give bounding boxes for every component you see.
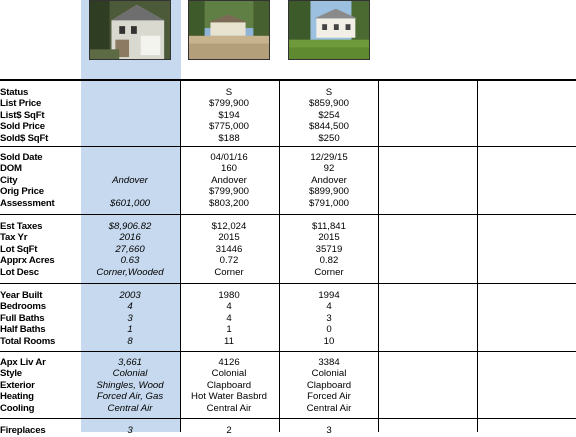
subject-value-cell: 3: [127, 425, 133, 436]
subject-value-cell: 0.63: [120, 255, 140, 267]
row-label: Heating: [0, 391, 34, 403]
row-label: DOM: [0, 163, 22, 175]
comp-2-house-photo: [288, 0, 370, 60]
row-label: Tax Yr: [0, 232, 28, 244]
comp-2-value-cell: 2015: [318, 232, 340, 244]
comp-1-house-photo: [188, 0, 270, 60]
row-label: Orig Price: [0, 186, 44, 198]
row-label: City: [0, 174, 18, 186]
comp-2-value-cell: 3384: [318, 357, 340, 368]
subject-value-cell: Central Air: [107, 402, 153, 414]
comp-1-value-cell: Clapboard: [206, 379, 252, 391]
comp-1-value-cell: 11: [224, 335, 234, 347]
comp-2-value-cell: Clapboard: [306, 379, 352, 391]
comp-2-value-cell: $844,500: [308, 121, 349, 133]
comp-1-value-cell: 4: [226, 301, 232, 313]
comp-2-value-cell: Central Air: [306, 402, 352, 414]
comp-2-value-cell: $791,000: [308, 197, 349, 209]
row-label: Sold Date: [0, 152, 43, 163]
comp-1-value-cell: $803,200: [208, 197, 249, 209]
row-label: Apx Liv Ar: [0, 357, 46, 368]
comp-2-value-cell: 0.82: [319, 255, 339, 267]
comp-1-value-cell: $799,900: [208, 98, 249, 110]
comp-1-value-cell: 31446: [215, 243, 243, 255]
comp-2-value-cell: 0: [326, 324, 332, 336]
subject-value-cell: $8,906.82: [108, 221, 152, 232]
subject-value-cell: Corner,Wooded: [96, 266, 164, 278]
comp-1-value-cell: 2015: [218, 232, 240, 244]
row-label: Full Baths: [0, 312, 45, 324]
comp-1-value-cell: 160: [220, 163, 237, 175]
group-separator: [0, 351, 576, 352]
comp-1-value-cell: Colonial: [211, 368, 247, 380]
comp-2-value-cell: 12/29/15: [310, 152, 348, 163]
comp-2-value-cell: 10: [323, 335, 335, 347]
comp-2-value-cell: $254: [318, 109, 340, 121]
row-label: Lot Desc: [0, 266, 39, 278]
subject-value-cell: 2016: [119, 232, 141, 244]
comp-1-value-cell: 4126: [218, 357, 240, 368]
comp-1-value-cell: 2: [226, 425, 232, 436]
row-label: Half Baths: [0, 324, 46, 336]
group-separator: [0, 283, 576, 284]
row-label: List$ SqFt: [0, 109, 45, 121]
row-label: Total Rooms: [0, 335, 56, 347]
group-separator: [0, 146, 576, 147]
comp-2-value-cell: Andover: [311, 174, 347, 186]
subject-value-cell: Andover: [112, 174, 148, 186]
comp-2-value-cell: $899,900: [308, 186, 349, 198]
row-label: Est Taxes: [0, 221, 43, 232]
comp-1-value-cell: $12,024: [211, 221, 247, 232]
comp-2-value-cell: 92: [323, 163, 335, 175]
row-label: Bedrooms: [0, 301, 46, 313]
subject-value-cell: 3: [127, 312, 133, 324]
subject-value-cell: Forced Air, Gas: [96, 391, 164, 403]
comp-1-value-cell: $194: [218, 109, 240, 121]
row-label: Fireplaces: [0, 425, 46, 436]
comp-2-value-cell: 3: [326, 312, 332, 324]
comp-1-value-cell: 1980: [218, 290, 240, 301]
comp-1-value-cell: Andover: [211, 174, 247, 186]
subject-value-cell: 2003: [119, 290, 141, 301]
row-label: Year Built: [0, 290, 43, 301]
subject-house-photo: [89, 0, 171, 60]
table-top-rule: [0, 79, 576, 81]
subject-value-cell: $601,000: [109, 197, 150, 209]
comp-2-value-cell: Corner: [314, 266, 344, 278]
subject-value-cell: 27,660: [115, 243, 145, 255]
comp-1-value-cell: $799,900: [208, 186, 249, 198]
subject-value-cell: Colonial: [112, 368, 148, 380]
comp-1-value-cell: Central Air: [206, 402, 252, 414]
comp-1-value-cell: $775,000: [208, 121, 249, 133]
row-label: Assessment: [0, 197, 55, 209]
group-separator: [0, 418, 576, 419]
comp-2-value-cell: 3: [326, 425, 332, 436]
subject-value-cell: Shingles, Wood: [96, 379, 164, 391]
row-label: Cooling: [0, 402, 35, 414]
subject-value-cell: 4: [127, 301, 133, 313]
comp-2-value-cell: $250: [318, 132, 340, 144]
row-label: Sold Price: [0, 121, 45, 133]
row-label: Exterior: [0, 379, 35, 391]
row-label: Sold$ SqFt: [0, 132, 49, 144]
comp-2-value-cell: 4: [326, 301, 332, 313]
row-label: Status: [0, 87, 29, 98]
group-separator: [0, 214, 576, 215]
comp-1-value-cell: Corner: [214, 266, 244, 278]
comp-1-value-cell: 4: [226, 312, 232, 324]
comp-2-value-cell: Colonial: [311, 368, 347, 380]
comp-2-value-cell: $11,841: [312, 221, 346, 232]
comp-2-value-cell: S: [325, 87, 333, 98]
comp-2-value-cell: 35719: [315, 243, 343, 255]
comp-1-value-cell: 04/01/16: [210, 152, 248, 163]
row-label: List Price: [0, 98, 42, 110]
comp-2-value-cell: 1994: [318, 290, 340, 301]
subject-value-cell: 3,661: [117, 357, 142, 368]
comp-1-value-cell: 1: [226, 324, 232, 336]
comp-1-value-cell: S: [225, 87, 233, 98]
row-label: Style: [0, 368, 22, 380]
comp-1-value-cell: $188: [218, 132, 240, 144]
comp-2-value-cell: $859,900: [308, 98, 349, 110]
row-label: Apprx Acres: [0, 255, 55, 267]
row-label: Lot SqFt: [0, 243, 38, 255]
comp-2-value-cell: Forced Air: [307, 391, 351, 403]
subject-value-cell: 1: [127, 324, 133, 336]
comp-1-value-cell: 0.72: [219, 255, 239, 267]
comp-1-value-cell: Hot Water Basbrd: [191, 391, 267, 403]
column-divider: [477, 79, 478, 432]
subject-value-cell: 8: [127, 335, 133, 347]
